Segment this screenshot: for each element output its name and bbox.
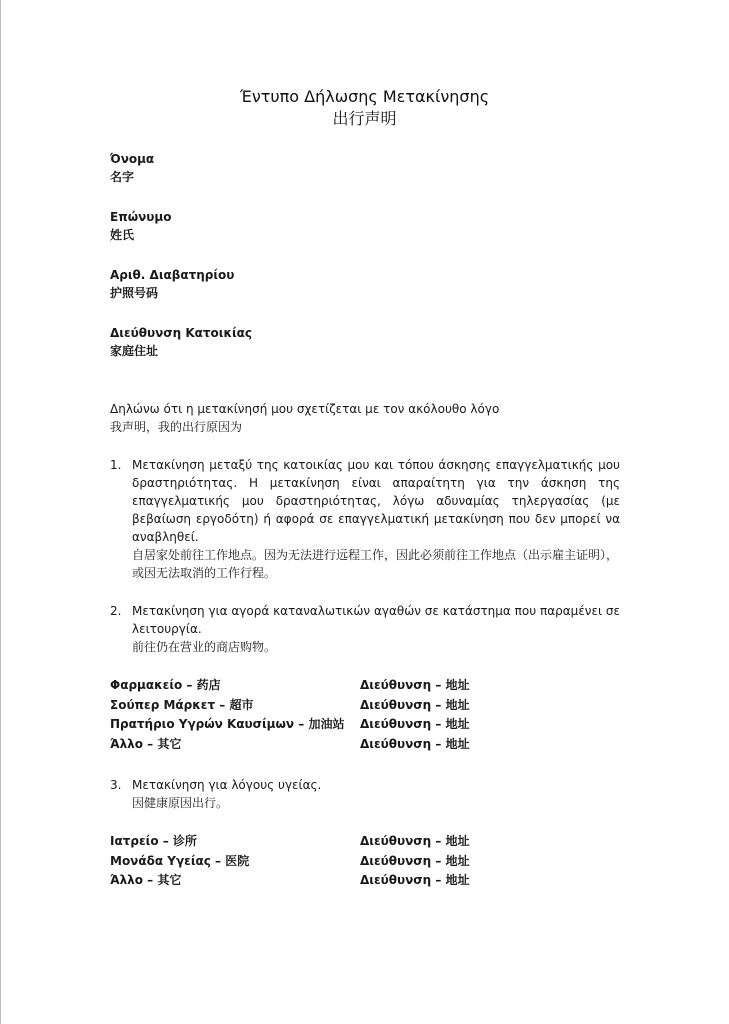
field-label-greek: Διεύθυνση Κατοικίας xyxy=(110,326,253,340)
personal-info-fields xyxy=(110,150,630,382)
place-address: Διεύθυνση – 地址 xyxy=(360,697,470,712)
field-first-name xyxy=(110,150,630,208)
place-row xyxy=(110,676,620,696)
place-address: Διεύθυνση – 地址 xyxy=(360,717,470,731)
place-address: Διεύθυνση – 地址 xyxy=(360,834,470,848)
field-label-greek: Αριθ. Διαβατηρίου xyxy=(110,268,235,282)
title-greek: Έντυπο Δήλωσης Μετακίνησης xyxy=(239,87,490,106)
place-address: Διεύθυνση – 地址 xyxy=(360,678,470,692)
place-row xyxy=(110,871,620,891)
reasons-list xyxy=(110,456,620,913)
title-chinese: 出行声明 xyxy=(332,109,397,128)
field-label-chinese: 名字 xyxy=(110,170,135,184)
reason-number: 2. xyxy=(110,604,122,618)
reason-text-greek: Μετακίνηση για λόγους υγείας. xyxy=(132,778,322,792)
place-name: Σούπερ Μάρκετ – 超市 xyxy=(110,697,254,712)
reason-item-shopping xyxy=(110,602,620,656)
health-places-list xyxy=(110,832,620,891)
reason-text-chinese: 前往仍在营业的商店购物。 xyxy=(132,640,277,654)
place-name: Φαρμακείο – 药店 xyxy=(110,678,221,692)
declaration-statement xyxy=(110,400,630,436)
field-label-greek: Όνομα xyxy=(110,152,155,166)
reason-text-greek: Μετακίνηση για αγορά καταναλωτικών αγαθών σε κατάστημα που παραμένει σε λειτουργία. xyxy=(132,604,620,636)
place-name: Ιατρείο – 诊所 xyxy=(110,834,197,848)
place-name: Άλλο – 其它 xyxy=(110,736,182,751)
reason-text-chinese: 自居家处前往工作地点。因为无法进行远程工作，因此必须前往工作地点（出示雇主证明），或因无法取消的工作行程。 xyxy=(132,548,619,580)
document-title xyxy=(0,86,729,130)
field-last-name xyxy=(110,208,630,266)
field-label-greek: Επώνυμο xyxy=(110,210,172,224)
declaration-chinese: 我声明，我的出行原因为 xyxy=(110,420,243,434)
place-row xyxy=(110,696,620,716)
place-address: Διεύθυνση – 地址 xyxy=(360,873,470,887)
page-edge xyxy=(0,0,1,1024)
reason-text-greek: Μετακίνηση μεταξύ της κατοικίας μου και τόπου άσκησης επαγγελματικής μου δραστηριότητας. Η μετακίνηση είναι απαραίτητη για την άσκηση της επαγγελματικής μου δραστηριότητας, λόγω αδυναμίας τηλεργασίας (με βεβαίωση εργοδότη) ή αφορά σε επαγγελματική μετακίνηση που δεν μπορεί να αναβληθεί. xyxy=(132,458,620,544)
place-name: Μονάδα Υγείας – 医院 xyxy=(110,853,250,868)
shopping-places-list xyxy=(110,676,620,754)
reason-item-health xyxy=(110,776,620,812)
field-label-chinese: 姓氏 xyxy=(110,228,135,242)
field-label-chinese: 家庭住址 xyxy=(110,344,159,358)
place-row xyxy=(110,832,620,852)
place-address: Διεύθυνση – 地址 xyxy=(360,853,470,868)
field-passport-number xyxy=(110,266,630,324)
place-address: Διεύθυνση – 地址 xyxy=(360,736,470,751)
place-row xyxy=(110,715,620,735)
place-name: Πρατήριο Υγρών Καυσίμων – 加油站 xyxy=(110,717,345,731)
field-label-chinese: 护照号码 xyxy=(110,286,159,300)
reason-number: 3. xyxy=(110,778,122,792)
place-name: Άλλο – 其它 xyxy=(110,873,182,887)
declaration-greek: Δηλώνω ότι η μετακίνησή μου σχετίζεται με τον ακόλουθο λόγο xyxy=(110,402,500,416)
place-row xyxy=(110,735,620,755)
field-home-address xyxy=(110,324,630,382)
reason-number: 1. xyxy=(110,458,122,472)
place-row xyxy=(110,852,620,872)
reason-item-work xyxy=(110,456,620,582)
reason-text-chinese: 因健康原因出行。 xyxy=(132,796,229,810)
